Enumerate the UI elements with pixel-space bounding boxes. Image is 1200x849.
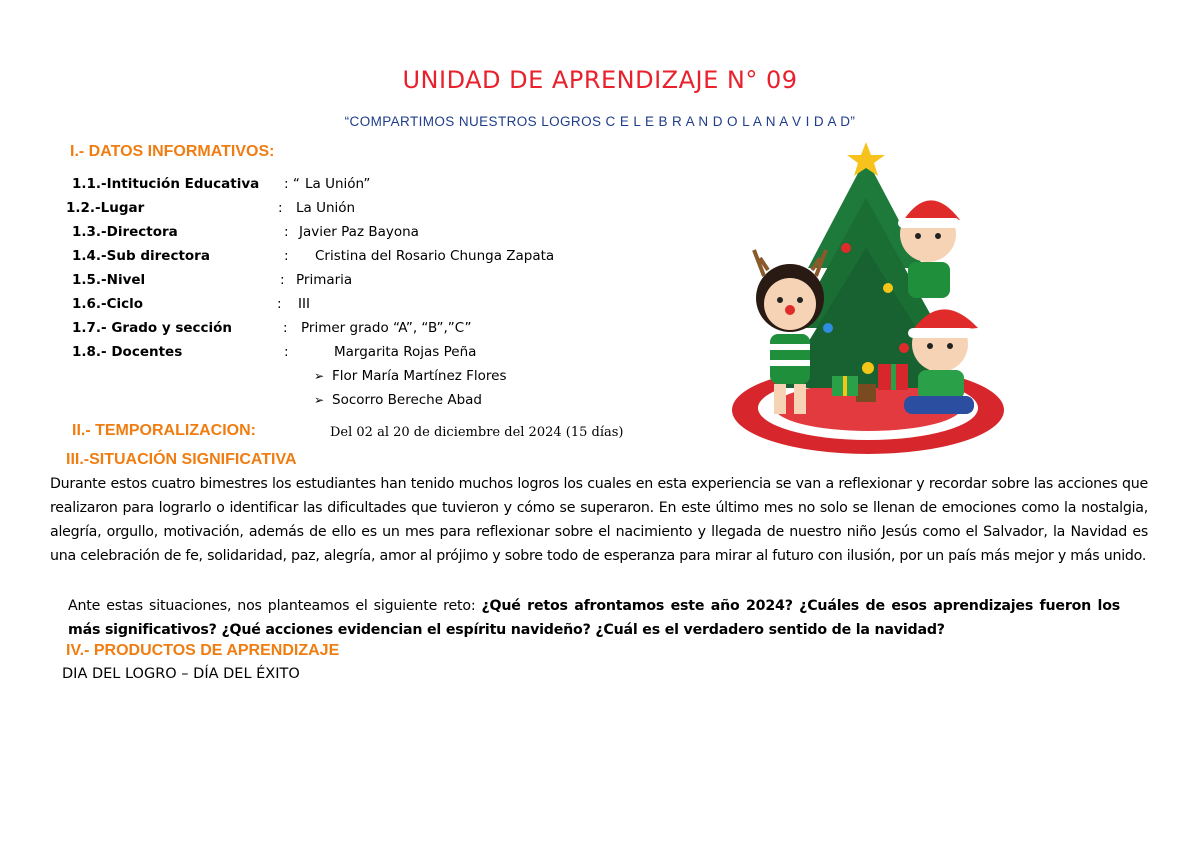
- situacion-paragraph: Durante estos cuatro bimestres los estudiantes han tenido muchos logros los cuales en esta experiencia se van a reflexionar y recordar sobre las acciones que realizaron para lograrlo o identificar las dificultades que tuvieron y cómo se superaron. En este último mes no solo se llenan de emociones como la nostalgia, alegría, orgullo, motivación, además de ello es un mes para reflexionar sobre el nacimiento y llegada de nuestro niño Jesús como el Salvador, la Navidad es una celebración de fe, solidaridad, paz, alegría, amor al prójimo y sobre todo de esperanza para mirar al futuro con ilusión, por un país más mejor y más unido.: [50, 476, 1148, 564]
- section-temporalizacion: II.- TEMPORALIZACION:: [72, 422, 256, 439]
- datos-sep: :: [284, 224, 289, 240]
- datos-label: 1.4.-Sub directora: [72, 248, 210, 264]
- datos-row: [72, 296, 310, 312]
- datos-label: 1.8.- Docentes: [72, 344, 183, 360]
- datos-label: 1.1.-Intitución Educativa: [72, 176, 260, 192]
- datos-value: Javier Paz Bayona: [299, 224, 419, 240]
- document-title: UNIDAD DE APRENDIZAJE N° 09: [402, 66, 798, 94]
- datos-value: Primaria: [296, 272, 353, 288]
- section-productos: IV.- PRODUCTOS DE APRENDIZAJE: [66, 642, 340, 659]
- datos-row: [72, 272, 353, 288]
- datos-row: [72, 248, 555, 264]
- datos-label: 1.7.- Grado y sección: [72, 320, 233, 336]
- datos-sep: :: [283, 320, 288, 336]
- docente-name: Socorro Bereche Abad: [332, 392, 482, 408]
- datos-sep: :: [284, 344, 289, 360]
- datos-row: [72, 344, 477, 360]
- datos-sep: : “: [284, 176, 300, 192]
- document-subtitle: “COMPARTIMOS NUESTROS LOGROS C E L E B R A N D O L A N A V I D A D”: [344, 114, 856, 129]
- datos-value: La Unión”: [305, 176, 371, 192]
- datos-value: La Unión: [296, 200, 356, 216]
- reto-paragraph: [68, 594, 1120, 642]
- section-situacion-significativa: III.-SITUACIÓN SIGNIFICATIVA: [66, 451, 297, 468]
- datos-label: 1.3.-Directora: [72, 224, 178, 240]
- docente-list-item: [314, 392, 482, 408]
- arrow-bullet-icon: ➢: [314, 369, 325, 383]
- temporalizacion-value: Del 02 al 20 de diciembre del 2024 (15 días): [330, 425, 624, 440]
- datos-sep: :: [277, 296, 282, 312]
- datos-value: III: [298, 296, 310, 312]
- reto-intro: Ante estas situaciones, nos planteamos el siguiente reto:: [68, 598, 482, 614]
- christmas-tree-children-illustration: [728, 138, 1008, 458]
- docente-name: Flor María Martínez Flores: [332, 368, 507, 384]
- datos-row: [72, 176, 371, 192]
- datos-sep: :: [278, 200, 283, 216]
- producto-text: DIA DEL LOGRO – DÍA DEL ÉXITO: [62, 666, 300, 682]
- docente-list-item: [314, 368, 507, 384]
- datos-label: 1.6.-Ciclo: [72, 296, 144, 312]
- section-datos-informativos: I.- DATOS INFORMATIVOS:: [70, 143, 275, 160]
- datos-value: Primer grado “A”, “B”,”C”: [301, 320, 472, 336]
- datos-row: [66, 200, 356, 216]
- datos-value: Cristina del Rosario Chunga Zapata: [315, 248, 555, 264]
- datos-label: 1.2.-Lugar: [66, 200, 145, 216]
- datos-value: Margarita Rojas Peña: [334, 344, 477, 360]
- reto-questions: ¿Qué retos afrontamos este año 2024? ¿Cuáles de esos aprendizajes fueron los más significativos? ¿Qué acciones evidencian el espíritu navideño? ¿Cuál es el verdadero sentido de la navidad?: [68, 598, 1121, 638]
- datos-label: 1.5.-Nivel: [72, 272, 146, 288]
- datos-row: [72, 320, 472, 336]
- datos-row: [72, 224, 419, 240]
- arrow-bullet-icon: ➢: [314, 393, 325, 407]
- datos-sep: :: [284, 248, 289, 264]
- datos-sep: :: [280, 272, 285, 288]
